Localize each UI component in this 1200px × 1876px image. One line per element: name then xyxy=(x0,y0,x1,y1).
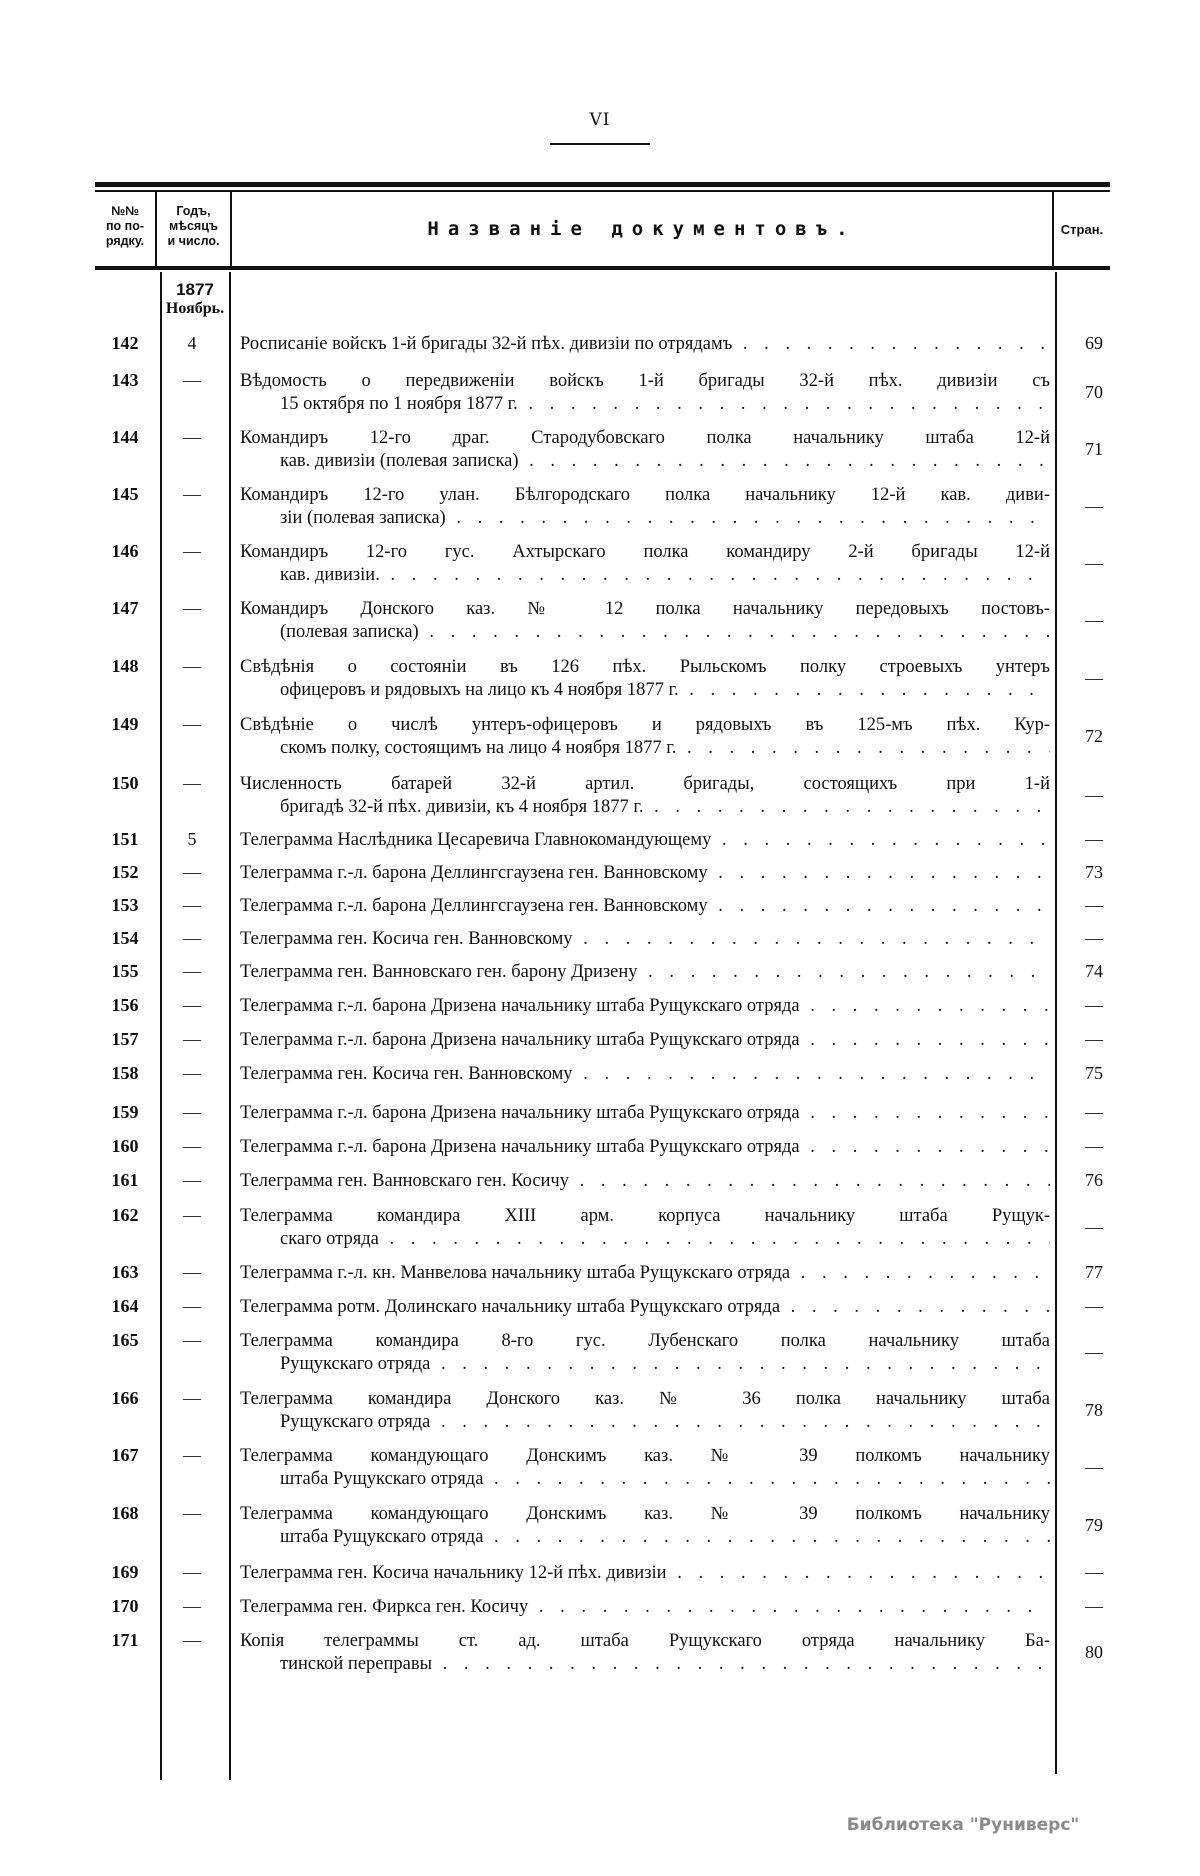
document-title-line: штаба Рущукскаго отряда . . . xyxy=(240,1526,1050,1549)
document-title-line: Телеграмма ген. Ванновскаго ген. Косичу . . . xyxy=(240,1170,1050,1193)
row-number: 157 xyxy=(111,1029,139,1049)
document-title-line: 15 октября по 1 ноября 1877 г. . . . xyxy=(240,393,1050,416)
row-page: — xyxy=(1085,785,1103,805)
document-title xyxy=(240,1262,1050,1285)
document-title-line: зіи (полевая записка) . . . xyxy=(240,507,1050,530)
document-title-line: Телеграмма г.-л. барона Дризена начальнику штаба Рущукскаго отряда . . . xyxy=(240,1102,1050,1125)
row-date: — xyxy=(183,1630,201,1650)
document-title-line: Свѣдѣніе о числѣ унтеръ-офицеровъ и рядовыхъ въ 125-мъ пѣх. Кур- xyxy=(240,715,1050,735)
row-date: — xyxy=(183,1102,201,1122)
document-title-line: Рущукскаго отряда . . . xyxy=(240,1411,1050,1434)
table-top-rule xyxy=(95,182,1110,187)
row-date: — xyxy=(183,928,201,948)
header-number-line: по по- xyxy=(105,219,144,233)
row-date: — xyxy=(183,370,201,390)
document-title-line: офицеровъ и рядовыхъ на лицо къ 4 ноября 1877 г. . . . xyxy=(240,679,1050,702)
document-title xyxy=(240,1503,1050,1549)
document-title xyxy=(240,1170,1050,1193)
row-number: 163 xyxy=(111,1262,139,1282)
row-date: — xyxy=(183,1170,201,1190)
document-title-line: Телеграмма командующаго Донскимъ каз. № 39 полкомъ начальнику xyxy=(240,1504,1050,1524)
row-number: 161 xyxy=(111,1170,139,1190)
document-title xyxy=(240,1205,1050,1251)
row-number: 145 xyxy=(111,484,139,504)
document-title-line: штаба Рущукскаго отряда . . . xyxy=(240,1468,1050,1491)
row-page: 69 xyxy=(1085,333,1103,353)
document-title-line: Телеграмма ген. Косича ген. Ванновскому . . . xyxy=(240,928,1050,951)
document-title-line: Телеграмма командира 8-го гус. Лубенскаго полка начальнику штаба xyxy=(240,1331,1050,1351)
document-title xyxy=(240,1630,1050,1676)
row-date: — xyxy=(183,961,201,981)
document-title-line: бригадѣ 32-й пѣх. дивизіи, къ 4 ноября 1877 г. . . . xyxy=(240,796,1050,819)
row-date: — xyxy=(183,1388,201,1408)
document-title xyxy=(240,370,1050,416)
row-page: — xyxy=(1085,1596,1103,1616)
row-number: 167 xyxy=(111,1445,139,1465)
row-page: 76 xyxy=(1085,1170,1103,1190)
row-date: — xyxy=(183,1029,201,1049)
row-number: 170 xyxy=(111,1596,139,1616)
row-page: — xyxy=(1085,553,1103,573)
document-title xyxy=(240,862,1050,885)
document-title-line: Командиръ Донского каз. № 12 полка начальнику передовыхъ постовъ- xyxy=(240,599,1050,619)
document-title xyxy=(240,773,1050,819)
period-year: 1877 xyxy=(176,280,214,299)
column-divider-date xyxy=(229,272,231,1780)
document-title xyxy=(240,1029,1050,1052)
document-title xyxy=(240,895,1050,918)
document-title-line: Копія телеграммы ст. ад. штаба Рущукскаго отряда начальнику Ба- xyxy=(240,1631,1050,1651)
row-number: 171 xyxy=(111,1630,139,1650)
row-number: 146 xyxy=(111,541,139,561)
row-number: 147 xyxy=(111,598,139,618)
header-date-line: мѣсяцъ xyxy=(168,219,219,233)
document-title xyxy=(240,714,1050,760)
row-page: 72 xyxy=(1085,726,1103,746)
header-page: Стран. xyxy=(1060,222,1104,237)
row-page: 74 xyxy=(1085,961,1103,981)
row-page: — xyxy=(1085,1029,1103,1049)
document-title-line: Телеграмма командующаго Донскимъ каз. № 39 полкомъ начальнику xyxy=(240,1446,1050,1466)
row-page: 80 xyxy=(1085,1642,1103,1662)
document-title xyxy=(240,1296,1050,1319)
row-date: — xyxy=(183,1296,201,1316)
document-title-line: Вѣдомость о передвиженіи войскъ 1-й бригады 32-й пѣх. дивизіи съ xyxy=(240,371,1050,391)
header-date-line: и число. xyxy=(167,234,220,248)
row-page: 77 xyxy=(1085,1262,1103,1282)
document-title xyxy=(240,656,1050,702)
row-number: 159 xyxy=(111,1102,139,1122)
document-title xyxy=(240,427,1050,473)
document-title-line: Рущукскаго отряда . . . xyxy=(240,1353,1050,1376)
row-page: 79 xyxy=(1085,1515,1103,1535)
document-title-line: кав. дивизіи (полевая записка) . . . xyxy=(240,450,1050,473)
header-date xyxy=(157,204,230,249)
row-page: 71 xyxy=(1085,439,1103,459)
row-number: 164 xyxy=(111,1296,139,1316)
document-title xyxy=(240,928,1050,951)
document-title xyxy=(240,961,1050,984)
row-date: 5 xyxy=(187,829,197,849)
row-date: — xyxy=(183,1445,201,1465)
row-date: — xyxy=(183,1063,201,1083)
document-title-line: Росписаніе войскъ 1-й бригады 32-й пѣх. дивизіи по отрядамъ . . . xyxy=(240,333,1050,356)
document-title-line: Телеграмма командира XIII арм. корпуса начальнику штаба Рущук- xyxy=(240,1206,1050,1226)
row-page: 75 xyxy=(1085,1063,1103,1083)
row-number: 155 xyxy=(111,961,139,981)
document-title xyxy=(240,1388,1050,1434)
header-bottom-rule xyxy=(95,266,1110,270)
row-date: — xyxy=(183,427,201,447)
document-title-line: скаго отряда . . . xyxy=(240,1228,1050,1251)
period-month: Ноябрь. xyxy=(165,300,225,317)
header-number-line: рядку. xyxy=(105,234,145,248)
row-date: — xyxy=(183,598,201,618)
row-date: — xyxy=(183,714,201,734)
row-number: 154 xyxy=(111,928,139,948)
row-number: 165 xyxy=(111,1330,139,1350)
row-date: — xyxy=(183,1205,201,1225)
row-page: 73 xyxy=(1085,862,1103,882)
row-number: 160 xyxy=(111,1136,139,1156)
page-folio: VI xyxy=(589,110,611,130)
row-number: 144 xyxy=(111,427,139,447)
document-title-line: Телеграмма ротм. Долинскаго начальнику штаба Рущукскаго отряда . . . xyxy=(240,1296,1050,1319)
row-date: — xyxy=(183,773,201,793)
row-date: — xyxy=(183,862,201,882)
row-number: 169 xyxy=(111,1562,139,1582)
row-page: — xyxy=(1085,1102,1103,1122)
row-date: — xyxy=(183,995,201,1015)
header-date-line: Годъ, xyxy=(176,204,211,218)
row-page: — xyxy=(1085,1562,1103,1582)
folio-underline xyxy=(550,143,650,145)
row-number: 162 xyxy=(111,1205,139,1225)
row-date: — xyxy=(183,1562,201,1582)
document-title-line: Телеграмма ген. Фиркса ген. Косичу . . . xyxy=(240,1596,1050,1619)
row-page: — xyxy=(1085,928,1103,948)
document-title-line: Телеграмма ген. Косича начальнику 12-й пѣх. дивизіи . . . xyxy=(240,1562,1050,1585)
document-title xyxy=(240,1445,1050,1491)
row-page: 70 xyxy=(1085,382,1103,402)
row-page: — xyxy=(1085,668,1103,688)
row-number: 150 xyxy=(111,773,139,793)
row-page: — xyxy=(1085,1457,1103,1477)
document-title xyxy=(240,995,1050,1018)
row-page: — xyxy=(1085,995,1103,1015)
document-title-line: Телеграмма г.-л. барона Дризена начальнику штаба Рущукскаго отряда . . . xyxy=(240,1029,1050,1052)
document-title xyxy=(240,1562,1050,1585)
row-number: 151 xyxy=(111,829,139,849)
document-title xyxy=(240,333,1050,356)
row-page: — xyxy=(1085,895,1103,915)
document-title xyxy=(240,598,1050,644)
document-title-line: Командиръ 12-го драг. Стародубовскаго полка начальнику штаба 12-й xyxy=(240,428,1050,448)
row-date: — xyxy=(183,1330,201,1350)
document-title xyxy=(240,541,1050,587)
row-number: 156 xyxy=(111,995,139,1015)
document-title xyxy=(240,1136,1050,1159)
row-number: 152 xyxy=(111,862,139,882)
row-page: — xyxy=(1085,610,1103,630)
row-page: — xyxy=(1085,1342,1103,1362)
row-number: 142 xyxy=(111,333,139,353)
row-page: — xyxy=(1085,1217,1103,1237)
row-number: 158 xyxy=(111,1063,139,1083)
header-number xyxy=(95,204,155,249)
row-date: — xyxy=(183,895,201,915)
column-divider-page xyxy=(1055,272,1057,1774)
header-number-line: №№ xyxy=(111,204,139,218)
row-page: 78 xyxy=(1085,1400,1103,1420)
document-title xyxy=(240,1330,1050,1376)
row-date: — xyxy=(183,1136,201,1156)
row-date: — xyxy=(183,656,201,676)
row-number: 148 xyxy=(111,656,139,676)
document-title-line: скомъ полку, состоящимъ на лицо 4 ноября 1877 г. . . . xyxy=(240,737,1050,760)
document-title-line: Телеграмма г.-л. барона Деллингсгаузена ген. Ванновскому . . . xyxy=(240,895,1050,918)
library-watermark: Библиотека "Руниверс" xyxy=(846,1815,1080,1835)
document-title-line: Телеграмма г.-л. барона Дризена начальнику штаба Рущукскаго отряда . . . xyxy=(240,995,1050,1018)
table-top-rule-thin xyxy=(95,190,1110,192)
row-date: — xyxy=(183,541,201,561)
row-page: — xyxy=(1085,1296,1103,1316)
document-title-line: Телеграмма Наслѣдника Цесаревича Главнокомандующему . . . xyxy=(240,829,1050,852)
row-page: — xyxy=(1085,1136,1103,1156)
document-title-line: Свѣдѣнія о состояніи въ 126 пѣх. Рыльскомъ полку строевыхъ унтеръ xyxy=(240,657,1050,677)
document-title-line: Командиръ 12-го улан. Бѣлгородскаго полка начальнику 12-й кав. диви- xyxy=(240,485,1050,505)
document-title xyxy=(240,829,1050,852)
document-title-line: Численность батарей 32-й артил. бригады, состоящихъ при 1-й xyxy=(240,774,1050,794)
document-title-line: тинской переправы . . . xyxy=(240,1653,1050,1676)
row-number: 149 xyxy=(111,714,139,734)
document-title-line: кав. дивизіи. . . . xyxy=(240,564,1050,587)
row-date: — xyxy=(183,1262,201,1282)
document-title-line: Телеграмма ген. Косича ген. Ванновскому . . . xyxy=(240,1063,1050,1086)
document-title-line: Телеграмма г.-л. кн. Манвелова начальнику штаба Рущукскаго отряда . . . xyxy=(240,1262,1050,1285)
document-title xyxy=(240,1102,1050,1125)
document-title-line: Телеграмма ген. Ванновскаго ген. барону Дризену . . . xyxy=(240,961,1050,984)
row-page: — xyxy=(1085,496,1103,516)
document-title-line: Телеграмма командира Донского каз. № 36 полка начальнику штаба xyxy=(240,1389,1050,1409)
row-date: 4 xyxy=(187,333,197,353)
document-title-line: Телеграмма г.-л. барона Дризена начальнику штаба Рущукскаго отряда . . . xyxy=(240,1136,1050,1159)
document-title-line: Командиръ 12-го гус. Ахтырскаго полка командиру 2-й бригады 12-й xyxy=(240,542,1050,562)
row-page: — xyxy=(1085,829,1103,849)
row-date: — xyxy=(183,484,201,504)
row-number: 143 xyxy=(111,370,139,390)
document-title-line: Телеграмма г.-л. барона Деллингсгаузена ген. Ванновскому . . . xyxy=(240,862,1050,885)
row-date: — xyxy=(183,1596,201,1616)
document-title xyxy=(240,1063,1050,1086)
header-title: Названіе документовъ. xyxy=(427,218,857,240)
row-number: 153 xyxy=(111,895,139,915)
document-title-line: (полевая записка) . . . xyxy=(240,621,1050,644)
document-title xyxy=(240,1596,1050,1619)
row-number: 166 xyxy=(111,1388,139,1408)
row-number: 168 xyxy=(111,1503,139,1523)
row-date: — xyxy=(183,1503,201,1523)
document-title xyxy=(240,484,1050,530)
